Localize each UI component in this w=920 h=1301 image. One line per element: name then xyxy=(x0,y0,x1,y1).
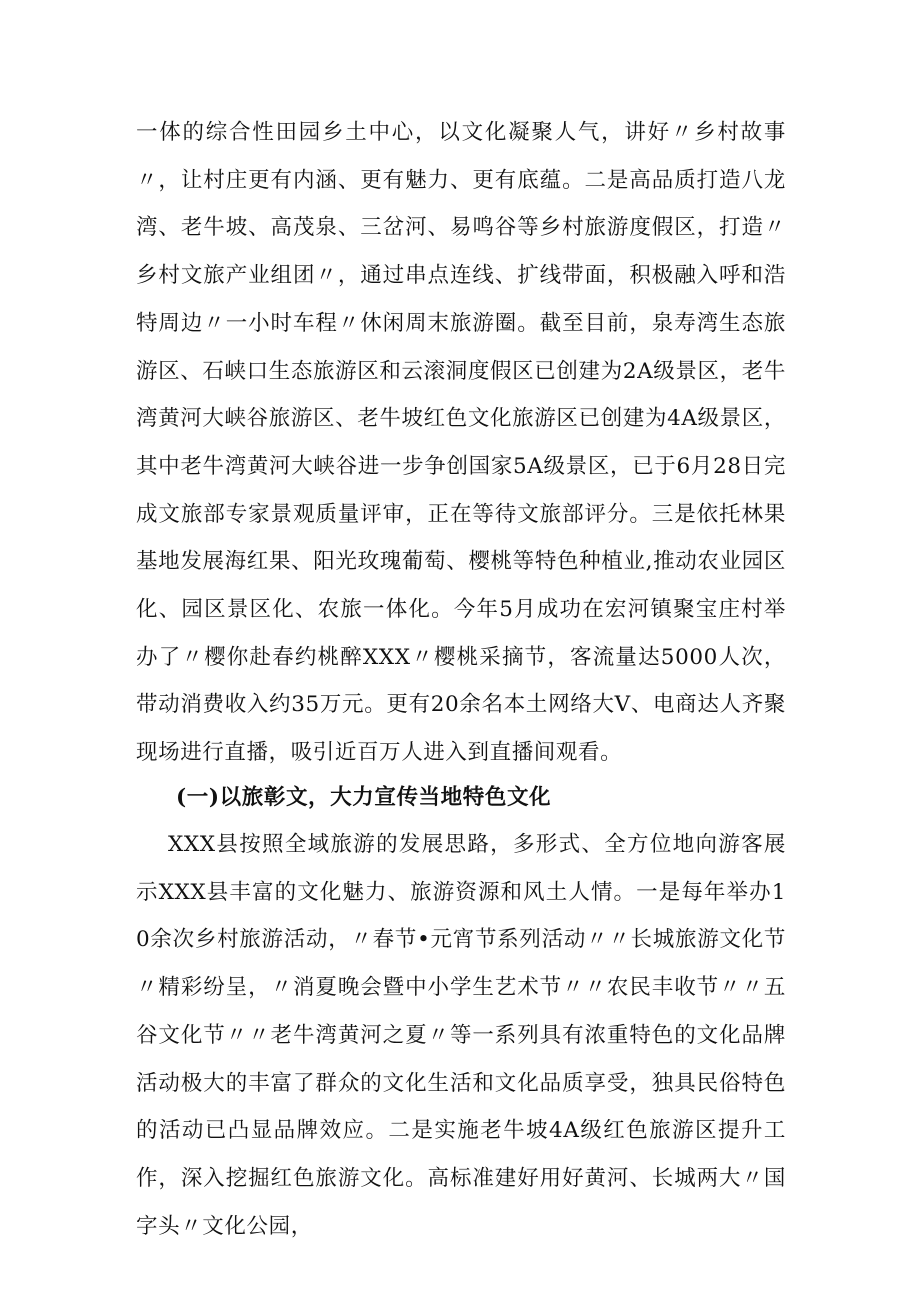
section-heading: (一)以旅彰文，大力宣传当地特色文化 xyxy=(176,785,552,810)
body-paragraph: XXX县按照全域旅游的发展思路，多形式、全方位地向游客展示XXX县丰富的文化魅力、旅游资源和风土人情。一是每年举办10余次乡村旅游活动，〃春节•元宵节系列活动〃〃长城旅游文化节〃精彩纷呈，〃消夏晚会暨中小学生艺术节〃〃农民丰收节〃〃五谷文化节〃〃老牛湾黄河之夏〃等一系列具有浓重特色的文化品牌活动极大的丰富了群众的文化生活和文化品质享受，独具民俗特色的活动已凸显品牌效应。二是实施老牛坡4A级红色旅游区提升工作，深入挖掘红色旅游文化。高标准建好用好黄河、长城两大〃国字头〃文化公园， xyxy=(136,832,786,1239)
body-paragraph: 一体的综合性田园乡土中心，以文化凝聚人气，讲好〃乡村故事〃，让村庄更有内涵、更有魅力、更有底蕴。二是高品质打造八龙湾、老牛坡、高茂泉、三岔河、易鸣谷等乡村旅游度假区，打造〃乡村文旅产业组团〃，通过串点连线、扩线带面，积极融入呼和浩特周边〃一小时车程〃休闲周末旅游圈。截至目前，泉寿湾生态旅游区、石峡口生态旅游区和云滚洞度假区已创建为2A级景区，老牛湾黄河大峡谷旅游区、老牛坡红色文化旅游区已创建为4A级景区，其中老牛湾黄河大峡谷进一步争创国家5A级景区，已于6月28日完成文旅部专家景观质量评审，正在等待文旅部评分。三是依托林果基地发展海红果、阳光玫瑰葡萄、樱桃等特色种植业,推动农业园区化、园区景区化、农旅一体化。今年5月成功在宏河镇聚宝庄村举办了〃樱你赴春约桃醉XXX〃樱桃采摘节，客流量达5000人次，带动消费收入约35万元。更有20余名本土网络大V、电商达人齐聚现场进行直播，吸引近百万人进入到直播间观看。 xyxy=(136,120,786,766)
